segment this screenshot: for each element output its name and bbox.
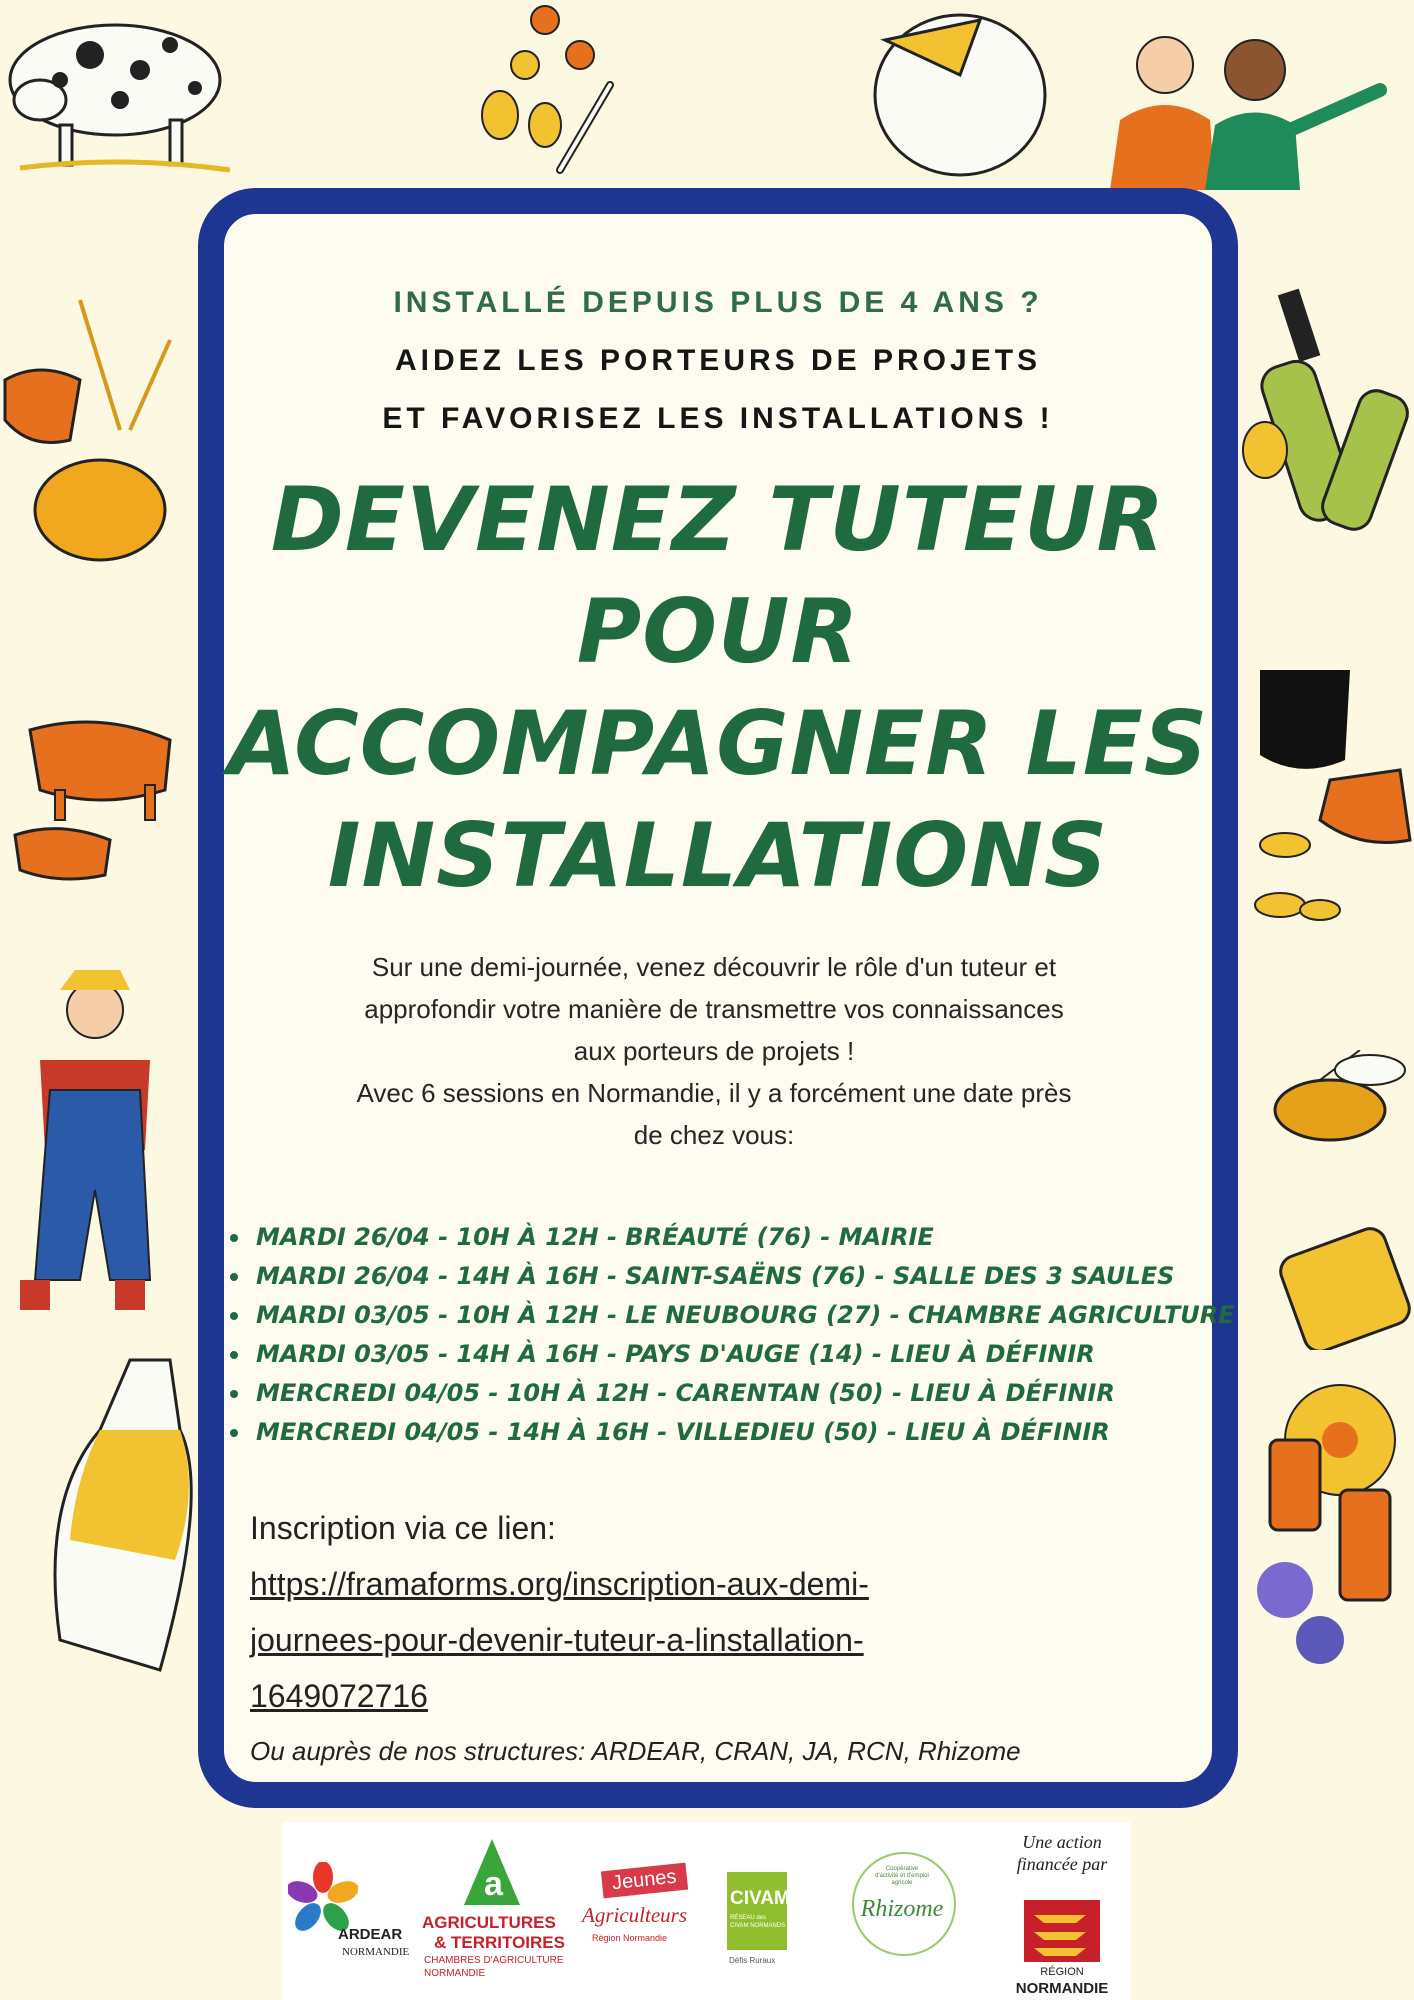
- cheeses-illustration: [1240, 660, 1414, 940]
- civam-name: CIVAM: [730, 1888, 790, 1909]
- fruits-vegetables-illustration: [470, 0, 640, 180]
- normandie-lions-flag-icon: [1024, 1900, 1100, 1962]
- headline: [224, 464, 1212, 912]
- intro-text: [254, 946, 1174, 1156]
- main-card: [198, 188, 1238, 1808]
- registration-link[interactable]: [250, 1556, 1150, 1724]
- action-line-1: Une action: [1022, 1832, 1102, 1852]
- intro-line-4: Avec 6 sessions en Normandie, il y a forcément une date près: [356, 1078, 1072, 1108]
- eyebrow-line-2: AIDEZ LES PORTEURS DE PROJETS: [394, 344, 1042, 377]
- bee-honey-illustration: [1240, 1050, 1414, 1350]
- svg-text:a: a: [484, 1865, 503, 1903]
- session-item: MARDI 26/04 - 14H À 16H - SAINT-SAËNS (76) - SALLE DES 3 SAULES: [230, 1257, 1230, 1296]
- ardear-name: ARDEAR: [338, 1926, 403, 1943]
- partner-logos: [282, 1822, 1130, 2000]
- farmer-illustration: [0, 950, 180, 1330]
- civam-badge: [727, 1872, 787, 1950]
- session-list: [230, 1218, 1235, 1452]
- rhizome-logo: [842, 1852, 972, 1962]
- agri-line-3: CHAMBRES D'AGRICULTURE: [424, 1955, 564, 1966]
- pig-illustration: [0, 0, 250, 180]
- agri-line-4: NORMANDIE: [424, 1968, 486, 1979]
- region-name: NORMANDIE: [1015, 1980, 1109, 1997]
- agri-line-1: AGRICULTURES: [422, 1913, 556, 1932]
- bread-wheat-illustration: [0, 280, 200, 570]
- registration-link-line-2[interactable]: journees-pour-devenir-tuteur-a-linstallation-: [250, 1622, 864, 1658]
- session-item: MARDI 03/05 - 14H À 16H - PAYS D'AUGE (14) - LIEU À DÉFINIR: [230, 1335, 1230, 1374]
- civam-logo: [727, 1860, 817, 1970]
- registration-label: Inscription via ce lien:: [250, 1510, 556, 1546]
- cows-illustration: [0, 700, 190, 900]
- milk-bottle-illustration: [30, 1340, 220, 1680]
- registration-link-line-1[interactable]: https://framaforms.org/inscription-aux-demi-: [250, 1566, 869, 1602]
- ardear-region: NORMANDIE: [342, 1946, 410, 1958]
- headline-line-1: DEVENEZ TUTEUR: [270, 468, 1166, 571]
- session-item: MARDI 03/05 - 10H À 12H - LE NEUBOURG (27) - CHAMBRE AGRICULTURE: [230, 1296, 1230, 1335]
- headline-line-4: INSTALLATIONS: [327, 804, 1109, 907]
- registration-link-line-3[interactable]: 1649072716: [250, 1678, 428, 1714]
- headline-line-2: POUR: [576, 580, 860, 683]
- chambre-agriculture-a-icon: [462, 1837, 522, 1907]
- eyebrow-question: INSTALLÉ DEPUIS PLUS DE 4 ANS ?: [393, 286, 1043, 319]
- ja-line-3: Région Normandie: [592, 1933, 668, 1943]
- intro-line-2: approfondir votre manière de transmettre vos connaissances: [364, 994, 1064, 1024]
- session-item: MERCREDI 04/05 - 14H À 16H - VILLEDIEU (50) - LIEU À DÉFINIR: [230, 1413, 1230, 1452]
- intro-line-3: aux porteurs de projets !: [573, 1036, 855, 1066]
- ardear-flower-icon: [288, 1862, 358, 1932]
- civam-tagline: Défis Ruraux: [729, 1956, 776, 1965]
- region-label: RÉGION: [1040, 1966, 1084, 1978]
- alternative-contact: Ou auprès de nos structures: ARDEAR, CRAN, JA, RCN, Rhizome: [250, 1736, 1021, 1766]
- ja-line-2: Agriculteurs: [582, 1903, 687, 1927]
- eyebrow-line-3: ET FAVORISEZ LES INSTALLATIONS !: [382, 402, 1054, 435]
- intro-line-5: de chez vous:: [633, 1120, 795, 1150]
- ja-line-1: Jeunes: [601, 1863, 688, 1899]
- wine-bottles-illustration: [1240, 280, 1414, 540]
- action-line-2: financée par: [1016, 1854, 1108, 1874]
- rhizome-tagline: Coopérative d'activité et d'emploi agricole: [875, 1866, 929, 1886]
- intro-line-1: Sur une demi-journée, venez découvrir le rôle d'un tuteur et: [371, 952, 1057, 982]
- session-item: MERCREDI 04/05 - 10H À 12H - CARENTAN (50) - LIEU À DÉFINIR: [230, 1374, 1230, 1413]
- cheese-wheel-illustration: [850, 0, 1050, 185]
- civam-network: RÉSEAU des CIVAM NORMANDS: [730, 1915, 786, 1929]
- session-item: MARDI 26/04 - 10H À 12H - BRÉAUTÉ (76) - MAIRIE: [230, 1218, 1230, 1257]
- headline-line-3: ACCOMPAGNER LES: [227, 692, 1209, 795]
- people-illustration: [1090, 20, 1414, 190]
- flowers-jars-illustration: [1240, 1380, 1414, 1680]
- rhizome-name: Rhizome: [860, 1896, 944, 1922]
- agri-line-2: & TERRITOIRES: [434, 1933, 565, 1952]
